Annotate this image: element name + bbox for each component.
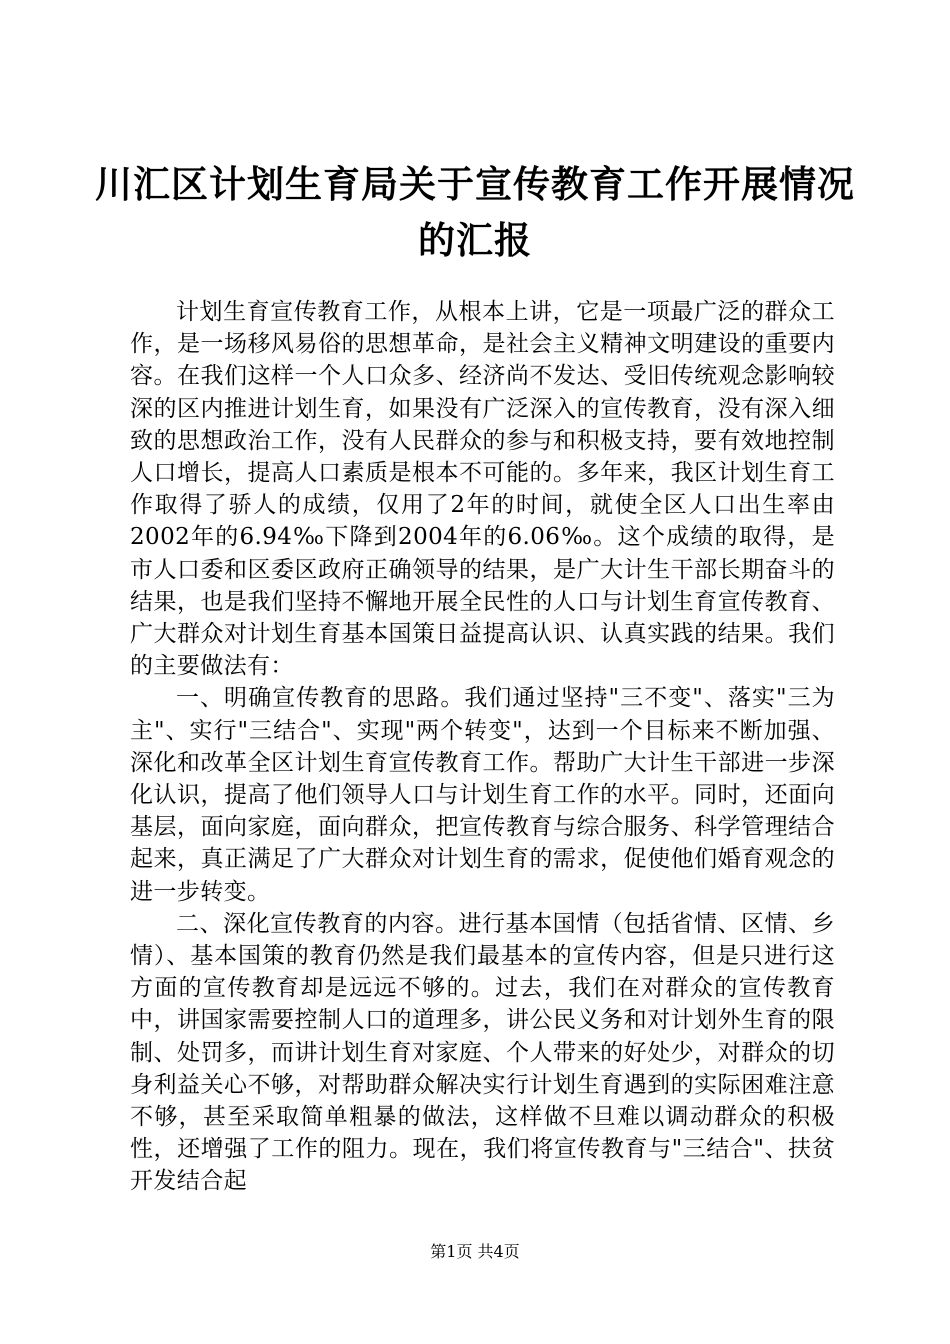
document-title-line-1: 川汇区计划生育局关于宣传教育工作开展情况 [95, 162, 855, 206]
paragraph-intro: 计划生育宣传教育工作，从根本上讲，它是一项最广泛的群众工作，是一场移风易俗的思想革命，是社会主义精神文明建设的重要内容。在我们这样一个人口众多、经济尚不发达、受旧传统观念影响较深的区内推进计划生育，如果没有广泛深入的宣传教育，没有深入细致的思想政治工作，没有人民群众的参与和积极支持，要有效地控制人口增长，提高人口素质是根本不可能的。多年来，我区计划生育工作取得了骄人的成绩，仅用了2年的时间，就使全区人口出生率由2002年的6.94‰下降到2004年的6.06‰。这个成绩的取得，是市人口委和区委区政府正确领导的结果，是广大计生干部长期奋斗的结果，也是我们坚持不懈地开展全民性的人口与计划生育宣传教育、广大群众对计划生育基本国策日益提高认识、认真实践的结果。我们的主要做法有： [130, 299, 835, 680]
document-title-line-2: 的汇报 [418, 218, 532, 262]
paragraph-section-1: 一、明确宣传教育的思路。我们通过坚持"三不变"、落实"三为主"、实行"三结合"、实现"两个转变"，达到一个目标来不断加强、深化和改革全区计划生育宣传教育工作。帮助广大计生干部进一步深化认识，提高了他们领导人口与计划生育工作的水平。同时，还面向基层，面向家庭，面向群众，把宣传教育与综合服务、科学管理结合起来，真正满足了广大群众对计划生育的需求，促使他们婚育观念的进一步转变。 [130, 685, 835, 905]
paragraph-section-2: 二、深化宣传教育的内容。进行基本国情（包括省情、区情、乡情）、基本国策的教育仍然是我们最基本的宣传内容，但是只进行这方面的宣传教育却是远远不够的。过去，我们在对群众的宣传教育中，讲国家需要控制人口的道理多，讲公民义务和对计划外生育的限制、处罚多，而讲计划生育对家庭、个人带来的好处少，对群众的切身利益关心不够，对帮助群众解决实行计划生育遇到的实际困难注意不够，甚至采取简单粗暴的做法，这样做不旦难以调动群众的积极性，还增强了工作的阻力。现在，我们将宣传教育与"三结合"、扶贫开发结合起 [130, 910, 835, 1195]
document-body [130, 296, 835, 1198]
page-footer: 第1页 共4页 [430, 1242, 520, 1261]
